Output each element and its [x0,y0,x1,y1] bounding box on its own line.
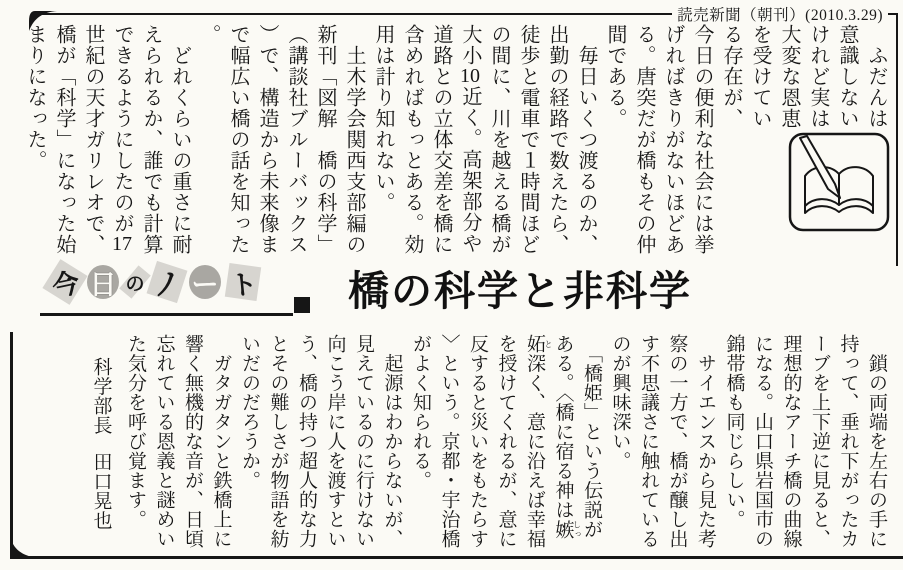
article-paragraph: 起源はわからないが、見えているのに行けない向こう岸に人を渡すという、橋の持つ超人的な力とその難しさが物語を紡いだのだろうか。 [239,334,403,549]
logo-char: ー [186,262,224,302]
article-paragraph: 鎖の両端を左右の手に持って、垂れ下がったカーブを上下逆に見ると、理想的なアーチ橋の曲線になる。山口県岩国市の錦帯橋も同じらしい。 [723,334,887,549]
bottom-left-corner-mark [8,536,38,560]
right-border [896,13,899,266]
left-border [10,332,13,558]
illustration-box [744,132,890,232]
logo-char: 日 [84,262,122,302]
article-paragraph: どれくらいの重さに耐えられるか、誰でも計算できるようにしたのが17世紀の天才ガリレオで、橋が「科学」になった始まりになった。 [24,24,191,255]
bottom-rule [10,556,903,559]
logo-char: ト [224,262,262,302]
article-paragraph: サイエンスから見た考察の一方で、橋が醸し出す不思議さに触れているのが興味深い。 [609,334,716,549]
logo-char: の [122,262,148,302]
article-paragraph: 「橋姫」という伝説がある。〈橋に宿る神は嫉 しっ妬 と深く、意に沿えば幸福を授けてくれるが、意に反すると災いをもたらす〉という。京都・宇治橋がよく知られる。 [410,334,602,549]
logo-underline [40,313,293,316]
book-and-pen-illustration [788,132,890,232]
column-logo [46,260,262,304]
article-paragraph: ガタガタンと鉄橋上に響く無機的な音が、日頃忘れている恩義と謎めいた気分を呼び覚ます。 [125,334,232,549]
header-rule-line [36,13,672,16]
headline: 橋の科学と非科学 [348,268,692,314]
byline-name: 田口晃也 [90,451,112,530]
byline-title: 科学部長 [90,356,112,435]
header-rule [36,4,898,24]
logo-char: 今 [46,262,84,302]
article-bottom-paragraphs [121,334,891,550]
logo-char: ノ [148,262,186,302]
logo-end-square [294,297,310,313]
newspaper-credit: 読売新聞（朝刊）(2010.3.29) [677,7,883,24]
article-bottom-text [22,334,890,550]
byline [86,334,115,550]
article-top-text [24,24,890,256]
article-paragraph: 毎日いくつ渡るのか、出勤の経路で数えたら、徒歩と電車で１時間ほどの間に、川を越える橋が大小10近く。高架部分や道路との立体交差を橋に含めればもっとある。効用は計り知れない。 [372,24,597,255]
article-paragraph: ふだんは意識しないけれど実は大変な恩恵を受けている存在が、今日の便利な社会には挙げればきりがないほどある。唐突だが橋もその仲間である。 [604,24,887,255]
article-paragraph: 土木学会関西支部編の新刊「図解 橋の科学」（講談社ブルーバックス）で、構造から未来像まで幅広い橋の話を知った。 [198,24,365,255]
